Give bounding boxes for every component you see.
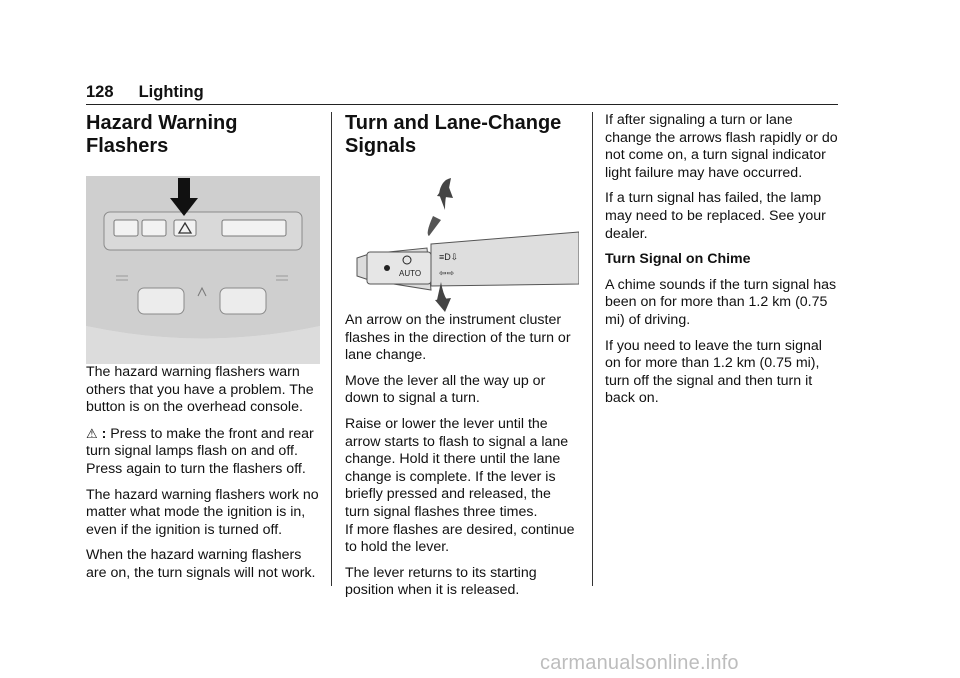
svg-text:⇦⇨: ⇦⇨: [439, 268, 455, 278]
turn-signal-lever-illustration: [345, 176, 579, 312]
turn-para-3: Raise or lower the lever until the arrow starts to flash to signal a lane change. Hold it there until the lane change is complete. If the lever is briefly pressed and released, the turn signal flashes three times.: [345, 415, 569, 520]
col3-para-2: If a turn signal has failed, the lamp may need to be replaced. See your dealer.: [605, 190, 826, 242]
page-number: 128: [86, 83, 114, 101]
turn-heading-line-2: Signals: [345, 135, 417, 157]
watermark: carmanualsonline.info: [540, 652, 739, 674]
hazard-para-2: [86, 425, 322, 479]
column-divider-right: [592, 112, 593, 586]
section-title: Lighting: [138, 83, 204, 101]
hazard-triangle-icon: ⚠: [86, 425, 98, 441]
turn-heading-line-1: Turn and Lane-Change: [345, 112, 562, 134]
column-hazard: [86, 112, 322, 591]
column-failures-chime: [605, 112, 839, 416]
hazard-para-2-text: Press to make the front and rear turn signal lamps flash on and off. Press again to turn the flashers off.: [86, 425, 314, 477]
column-turn-signals: [345, 112, 579, 608]
col3-para-4: If you need to leave the turn signal on for more than 1.2 km (0.75 mi), turn off the signal and then turn it back on.: [605, 337, 822, 407]
turn-para-3b: If more flashes are desired, continue to hold the lever.: [345, 521, 575, 556]
page-header: [86, 82, 838, 105]
chime-heading: Turn Signal on Chime: [605, 251, 751, 268]
turn-para-1: An arrow on the instrument cluster flashes in the direction of the turn or lane change.: [345, 312, 571, 364]
lever-auto-label: AUTO: [399, 269, 422, 278]
turn-para-2: Move the lever all the way up or down to signal a turn.: [345, 372, 546, 407]
col3-para-3: A chime sounds if the turn signal has been on for more than 1.2 km (0.75 mi) of driving.: [605, 276, 837, 328]
hazard-para-4: When the hazard warning flashers are on, the turn signals will not work.: [86, 547, 316, 581]
svg-text:≡D⇩: ≡D⇩: [439, 252, 459, 262]
col3-para-1: If after signaling a turn or lane change the arrows flash rapidly or do not come on, a turn signal indicator light failure may have occurred.: [605, 112, 838, 181]
turn-para-4: The lever returns to its starting position when it is released.: [345, 564, 537, 599]
hazard-heading: Hazard Warning Flashers: [86, 112, 238, 157]
hazard-icon-colon: :: [101, 425, 107, 442]
hazard-para-1: The hazard warning flashers warn others that you have a problem. The button is on the overhead console.: [86, 364, 314, 416]
column-divider-left: [331, 112, 332, 586]
overhead-console-illustration: [86, 176, 320, 364]
hazard-para-3: The hazard warning flashers work no matter what mode the ignition is in, even if the ignition is turned off.: [86, 486, 319, 538]
